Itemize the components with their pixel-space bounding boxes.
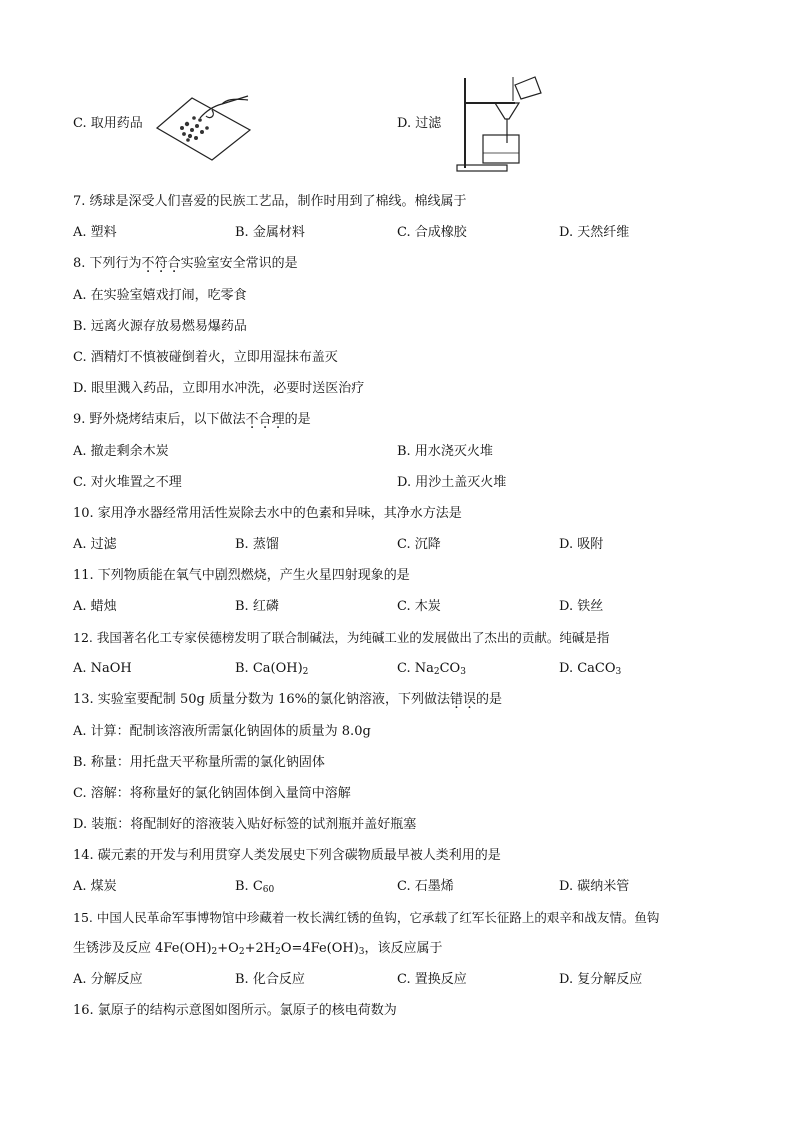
q14-stem: 14. 碳元素的开发与利用贯穿人类发展史下列含碳物质最早被人类利用的是	[73, 848, 501, 863]
q16-stem: 16. 氯原子的结构示意图如图所示。氯原子的核电荷数为	[73, 1003, 397, 1018]
q7-option-b[interactable]: B. 金属材料	[235, 225, 305, 240]
q9-option-b[interactable]: B. 用水浇灭火堆	[397, 444, 493, 459]
q10-option-d[interactable]: D. 吸附	[559, 537, 604, 552]
q12-option-b[interactable]: B. $Ca(OH)_2$	[235, 661, 309, 677]
q13-option-c[interactable]: C. 溶解：将称量好的氯化钠固体倒入量筒中溶解	[73, 786, 351, 801]
q7-stem: 7. 绣球是深受人们喜爱的民族工艺品，制作时用到了棉线。棉线属于	[73, 194, 467, 209]
q13-option-d[interactable]: D. 装瓶：将配制好的溶液装入贴好标签的试剂瓶并盖好瓶塞	[73, 817, 417, 832]
q15-option-d[interactable]: D. 复分解反应	[559, 972, 643, 987]
q11-stem: 11. 下列物质能在氧气中剧烈燃烧，产生火星四射现象的是	[73, 568, 410, 583]
q11-option-c[interactable]: C. 木炭	[397, 599, 441, 614]
q15-stem-line2: 生锈涉及反应 $4Fe(OH)_2+O_2+2H_2O=4Fe(OH)_3$，该反应属于	[73, 941, 443, 957]
q11-option-a[interactable]: A. 蜡烛	[73, 599, 117, 614]
filtration-apparatus-icon	[455, 73, 545, 173]
q6-option-c[interactable]: C. 取用药品	[73, 116, 143, 131]
q6-option-d[interactable]: D. 过滤	[397, 116, 442, 131]
q14-option-b[interactable]: B. $C_{60}$	[235, 879, 275, 895]
q12-option-c[interactable]: C. $Na_2CO_3$	[397, 661, 466, 677]
q7-option-a[interactable]: A. 塑料	[73, 225, 117, 240]
q7-option-c[interactable]: C. 合成橡胶	[397, 225, 467, 240]
q10-option-b[interactable]: B. 蒸馏	[235, 537, 279, 552]
q14-option-d[interactable]: D. 碳纳米管	[559, 879, 630, 894]
q8-stem: 8. 下列行为不符合实验室安全常识的是	[73, 256, 298, 271]
q9-option-c[interactable]: C. 对火堆置之不理	[73, 475, 182, 490]
q14-option-a[interactable]: A. 煤炭	[73, 879, 117, 894]
q9-stem: 9. 野外烧烤结束后，以下做法不合理的是	[73, 412, 311, 427]
hand-with-paper-chute-icon	[152, 88, 252, 163]
q10-stem: 10. 家用净水器经常用活性炭除去水中的色素和异味，其净水方法是	[73, 506, 462, 521]
q10-option-a[interactable]: A. 过滤	[73, 537, 117, 552]
q13-option-b[interactable]: B. 称量：用托盘天平称量所需的氯化钠固体	[73, 755, 325, 770]
q8-option-d[interactable]: D. 眼里溅入药品，立即用水冲洗，必要时送医治疗	[73, 381, 365, 396]
q15-option-b[interactable]: B. 化合反应	[235, 972, 305, 987]
q15-option-c[interactable]: C. 置换反应	[397, 972, 467, 987]
q13-stem: 13. 实验室要配制 50g 质量分数为 16%的氯化钠溶液，下列做法错误的是	[73, 692, 503, 707]
q15-stem-line1: 15. 中国人民革命军事博物馆中珍藏着一枚长满红锈的鱼钩，它承载了红军长征路上的艰辛和战友情。鱼钩	[73, 910, 660, 925]
q11-option-d[interactable]: D. 铁丝	[559, 599, 604, 614]
q15-option-a[interactable]: A. 分解反应	[73, 972, 143, 987]
q8-option-c[interactable]: C. 酒精灯不慎被碰倒着火，立即用湿抹布盖灭	[73, 350, 338, 365]
q8-option-b[interactable]: B. 远离火源存放易燃易爆药品	[73, 319, 247, 334]
q10-option-c[interactable]: C. 沉降	[397, 537, 441, 552]
q14-option-c[interactable]: C. 石墨烯	[397, 879, 454, 894]
q13-option-a[interactable]: A. 计算：配制该溶液所需氯化钠固体的质量为 8.0g	[73, 724, 371, 739]
q12-option-d[interactable]: D. CaCO$_3$	[559, 661, 622, 677]
q7-option-d[interactable]: D. 天然纤维	[559, 225, 630, 240]
q12-stem: 12. 我国著名化工专家侯德榜发明了联合制碱法，为纯碱工业的发展做出了杰出的贡献。纯碱是指	[73, 630, 610, 645]
q11-option-b[interactable]: B. 红磷	[235, 599, 279, 614]
q9-option-d[interactable]: D. 用沙土盖灭火堆	[397, 475, 507, 490]
q9-option-a[interactable]: A. 撤走剩余木炭	[73, 444, 169, 459]
q12-option-a[interactable]: A. NaOH	[73, 661, 132, 676]
q8-option-a[interactable]: A. 在实验室嬉戏打闹，吃零食	[73, 288, 247, 303]
